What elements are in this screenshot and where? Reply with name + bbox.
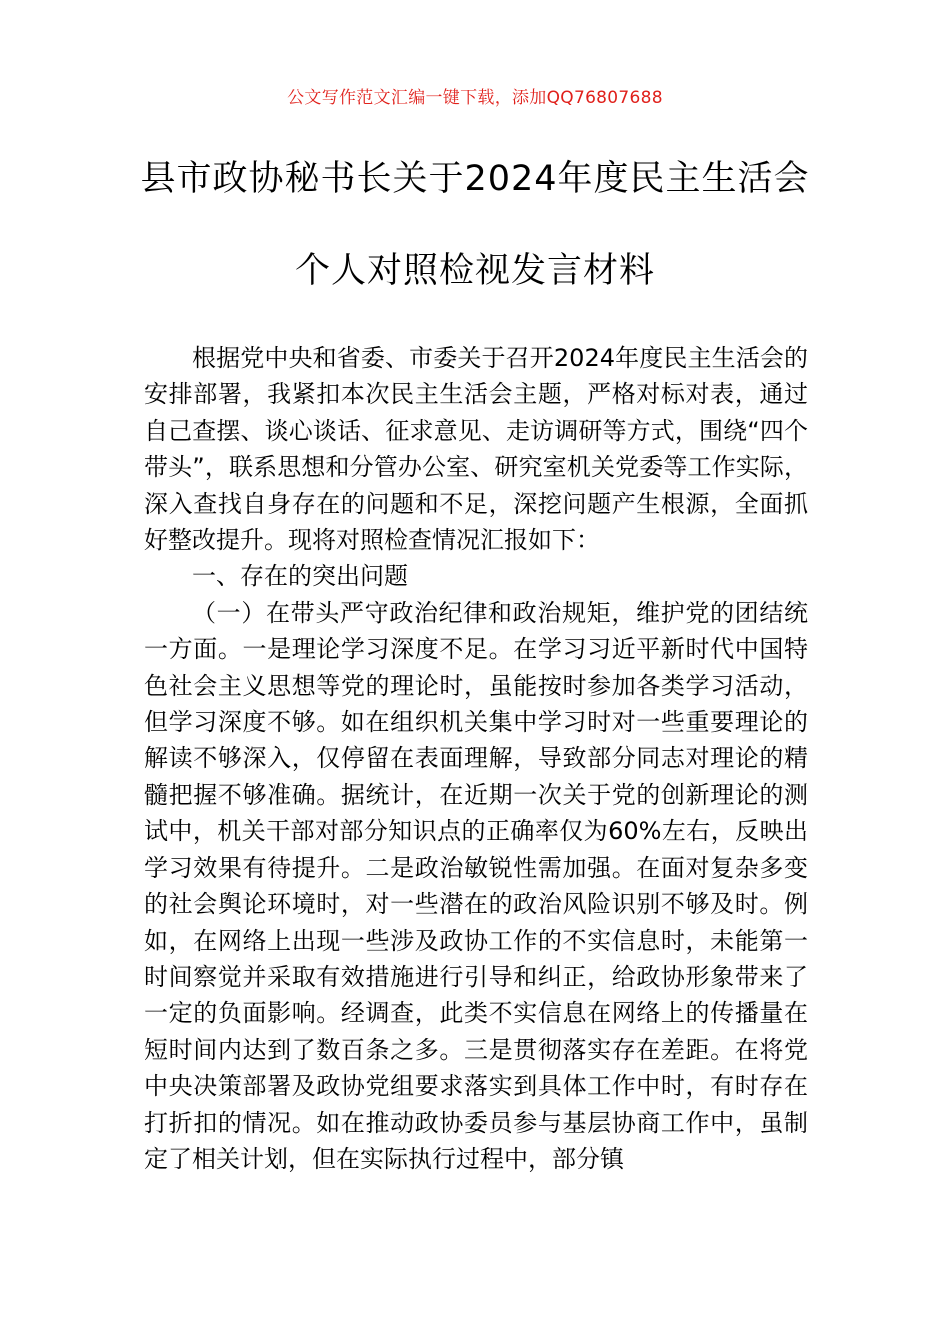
- intro-paragraph: 根据党中央和省委、市委关于召开2024年度民主生活会的安排部署，我紧扣本次民主生活会主题，严格对标对表，通过自己查摆、谈心谈话、征求意见、走访调研等方式，围绕“四个带头”，联系思想和分管办公室、研究室机关党委等工作实际，深入查找自身存在的问题和不足，深挖问题产生根源，全面抓好整改提升。现将对照检查情况汇报如下：: [144, 344, 808, 555]
- body-paragraph: （一）在带头严守政治纪律和政治规矩，维护党的团结统一方面。一是理论学习深度不足。在学习习近平新时代中国特色社会主义思想等党的理论时，虽能按时参加各类学习活动，但学习深度不够。如在组织机关集中学习时对一些重要理论的解读不够深入，仅停留在表面理解，导致部分同志对理论的精髓把握不够准确。据统计，在近期一次关于党的创新理论的测试中，机关干部对部分知识点的正确率仅为60%左右，反映出学习效果有待提升。二是政治敏锐性需加强。在面对复杂多变的社会舆论环境时，对一些潜在的政治风险识别不够及时。例如，在网络上出现一些涉及政协工作的不实信息时，未能第一时间察觉并采取有效措施进行引导和纠正，给政协形象带来了一定的负面影响。经调查，此类不实信息在网络上的传播量在短时间内达到了数百条之多。三是贯彻落实存在差距。在将党中央决策部署及政协党组要求落实到具体工作中时，有时存在打折扣的情况。如在推动政协委员参与基层协商工作中，虽制定了相关计划，但在实际执行过程中，部分镇: [144, 598, 808, 1173]
- document-title-line-1: 县市政协秘书长关于2024年度民主生活会: [140, 159, 810, 199]
- section-heading: 一、存在的突出问题: [192, 562, 408, 591]
- document-body: [144, 340, 808, 1177]
- download-notice: 公文写作范文汇编一键下载，添加QQ76807688: [287, 88, 663, 108]
- document-title-line-2: 个人对照检视发言材料: [294, 251, 655, 291]
